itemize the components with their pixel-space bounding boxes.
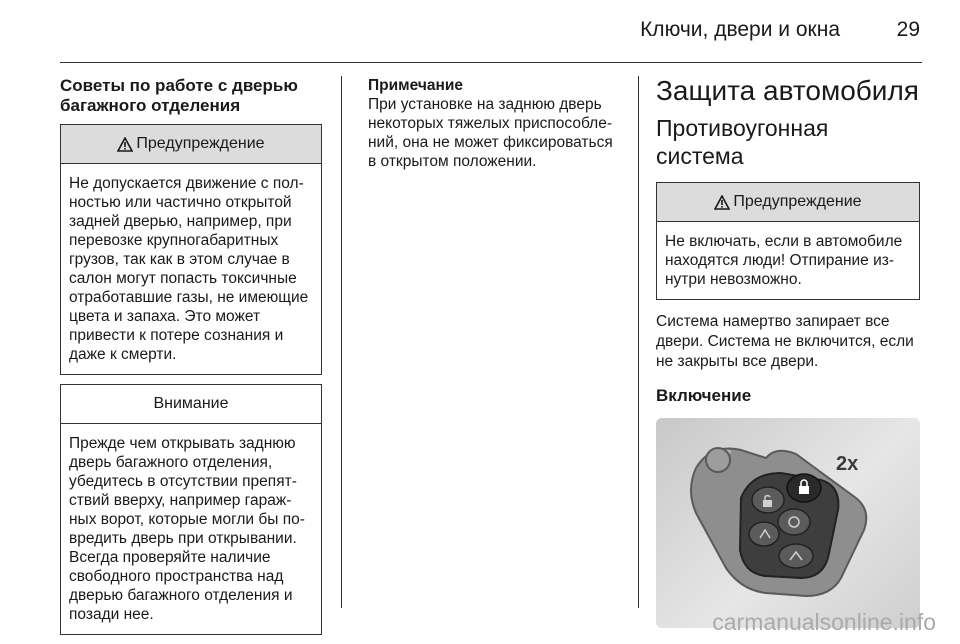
warning-2-title: Предупреждение <box>733 193 862 210</box>
warning-title: Предупреждение <box>136 135 265 152</box>
tailgate-tips-heading: Советы по работе с дверью багажного отделения <box>60 76 298 115</box>
section-title: Ключи, двери и окна <box>640 18 840 41</box>
warning-text: Не допускается движение с полностью или частично открытой задней дверью, например, при перевозке крупногабаритных грузов, так как в этом случае в салон могут попасть токсичные отработавшие газы, не имеющие цвета и запаха. Это может привести к потере сознания и даже к смерти. <box>69 175 309 363</box>
column-right <box>656 76 920 628</box>
column-left <box>60 76 322 644</box>
warning-box <box>60 124 322 375</box>
page-header <box>60 0 922 63</box>
column-divider-1 <box>341 76 342 608</box>
caution-text: Прежде чем открывать заднюю дверь багажного отделения, убедитесь в отсутствии препятствий вверху, например гаражных ворот, которые могли бы повредить дверь при открывании. Всегда проверяйте наличие свободного пространства над дверью багажного отделения и позади нее. <box>69 435 305 623</box>
warning-triangle-icon <box>714 195 730 210</box>
anti-theft-subtitle: Противоугонная система <box>656 115 829 169</box>
key-fob-illustration <box>656 418 920 628</box>
warning-2-text: Не включать, если в автомобиле находятся люди! Отпирание изнутри невозможно. <box>665 233 903 288</box>
anti-theft-description: Система намертво запирает все двери. Система не включится, если не закрыты все двери. <box>656 313 914 370</box>
warning-box-2 <box>656 182 920 300</box>
caution-box <box>60 384 322 635</box>
column-divider-2 <box>638 76 639 608</box>
warning-box-header <box>61 125 321 164</box>
warning-triangle-icon <box>117 137 133 152</box>
vehicle-security-title: Защита автомобиля <box>656 75 919 106</box>
page-number: 29 <box>896 18 920 41</box>
watermark: carmanualsonline.info <box>712 609 936 635</box>
activation-heading: Включение <box>656 386 752 405</box>
warning-box-2-header <box>657 183 919 222</box>
press-twice-label: 2x <box>836 453 859 475</box>
caution-title: Внимание <box>153 395 229 412</box>
key-fob-image <box>656 418 920 628</box>
caution-box-header <box>61 385 321 424</box>
note-title: Примечание <box>368 77 463 94</box>
note-text: При установке на заднюю дверь некоторых тяжелых приспособлений, она не может фиксироваться в открытом положении. <box>368 96 613 170</box>
column-middle <box>368 76 624 171</box>
